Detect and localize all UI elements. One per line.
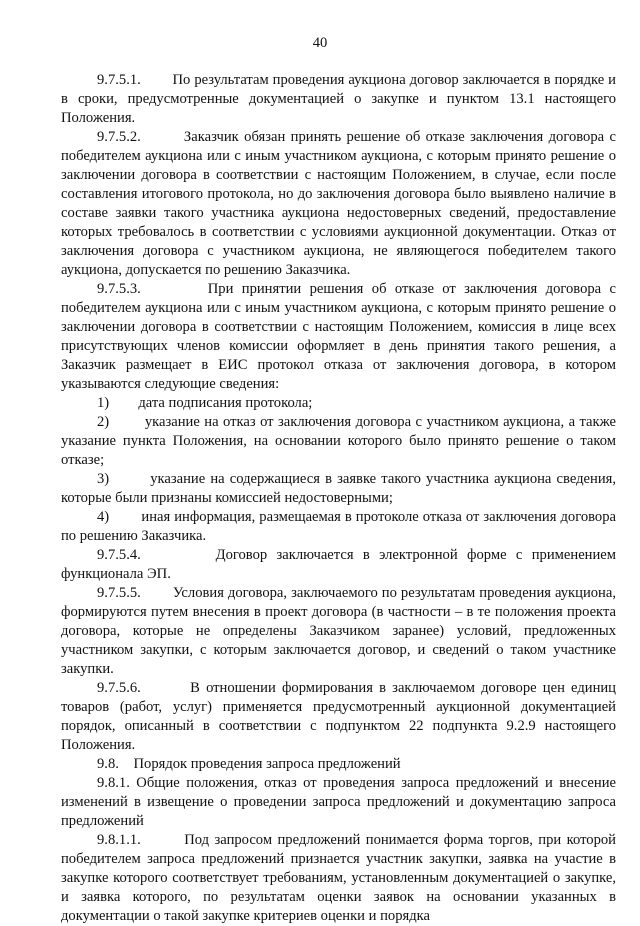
subsection-heading-9-8-1: 9.8.1. Общие положения, отказ от проведения запроса предложений и внесение изменений в извещение о проведении запроса предложений и документацию запроса предложений — [61, 775, 616, 829]
paragraph-9-8-1-1: 9.8.1.1. Под запросом предложений понимается форма торгов, при которой победителем запроса предложений признается участник закупки, заявка на участие в закупке которого соответствует требованиям, установленным документацией о закупке, и заявка которого, по результатам оценки заявок на основании указанных в документации о такой закупке критериев оценки и порядка — [61, 832, 616, 924]
paragraph-9-7-5-5: 9.7.5.5. Условия договора, заключаемого по результатам проведения аукциона, формируются путем внесения в проект договора (в частности – в те положения проекта договора, которые не определены Заказчиком заранее) условий, предложенных участником закупки, с которым заключается договор, и сведений о таком участнике закупки. — [61, 585, 616, 677]
list-item-4: 4) иная информация, размещаемая в протоколе отказа от заключения договора по решению Заказчика. — [61, 509, 616, 544]
paragraph-9-7-5-2: 9.7.5.2. Заказчик обязан принять решение об отказе заключения договора с победителем аукциона или с иным участником аукциона, с которым принято решение о заключении договора в соответствии с настоящим Положением, в случае, если после составления итогового протокола, но до заключения договора было выявлено наличие в составе заявки такого участника аукциона недостоверных сведений, предоставление которых требовалось в соответствии с условиями аукционной документации. Отказ от заключения договора с участником аукциона, не являющегося победителем такого аукциона, допускается по решению Заказчика. — [61, 129, 616, 278]
document-body — [61, 71, 616, 926]
paragraph-9-7-5-4: 9.7.5.4. Договор заключается в электронной форме с применением функционала ЭП. — [61, 547, 616, 582]
list-item-3: 3) указание на содержащиеся в заявке такого участника аукциона сведения, которые были признаны комиссией недостоверными; — [61, 471, 616, 506]
section-heading-9-8: 9.8. Порядок проведения запроса предложений — [97, 756, 401, 772]
list-item-2: 2) указание на отказ от заключения договора с участником аукциона, а также указание пункта Положения, на основании которого было принято решение о таком отказе; — [61, 414, 616, 468]
paragraph-9-7-5-1: 9.7.5.1. По результатам проведения аукциона договор заключается в порядке и в сроки, предусмотренные документацией о закупке и пунктом 13.1 настоящего Положения. — [61, 72, 616, 126]
paragraph-9-7-5-3: 9.7.5.3. При принятии решения об отказе от заключения договора с победителем аукциона или с иным участником аукциона, с которым принято решение о заключении договора в соответствии с настоящим Положением, комиссия в лице всех присутствующих членов комиссии оформляет в день принятия такого решения, а Заказчик размещает в ЕИС протокол отказа от заключения договора, в котором указываются следующие сведения: — [61, 281, 616, 392]
list-item-1: 1) дата подписания протокола; — [97, 395, 313, 411]
paragraph-9-7-5-6: 9.7.5.6. В отношении формирования в заключаемом договоре цен единиц товаров (работ, услуг) применяется предусмотренный аукционной документацией порядок, описанный в соответствии с подпунктом 22 подпункта 9.2.9 настоящего Положения. — [61, 680, 616, 753]
page-number: 40 — [312, 35, 328, 51]
